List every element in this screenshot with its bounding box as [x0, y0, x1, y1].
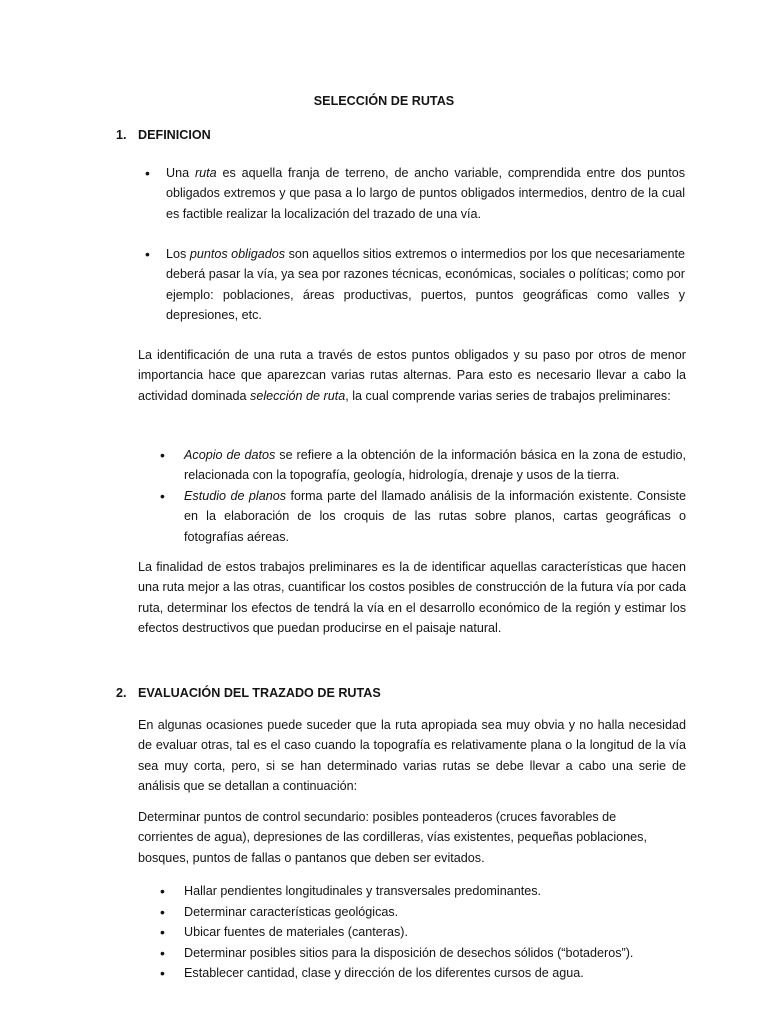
- bullet-icon: •: [160, 924, 165, 940]
- section-title: EVALUACIÓN DEL TRAZADO DE RUTAS: [138, 686, 381, 700]
- paragraph-control-secundario: Determinar puntos de control secundario: posibles ponteaderos (cruces favorables de corrientes de agua), depresiones de las cordilleras, vías existentes, pequeñas poblaciones, bosques, puntos de fallas o pantanos que deben ser evitados.: [138, 810, 647, 865]
- list-item-text: Determinar posibles sitios para la disposición de desechos sólidos (“botaderos”).: [184, 946, 634, 960]
- paragraph-finalidad: La finalidad de estos trabajos preliminares es la de identificar aquellas características que hacen una ruta mejor a las otras, cuantificar los costos posibles de construcción de la futura vía por cada ruta, determinar los efectos de tendrá la vía en el desarrollo económico de la región y estimar los efectos destructivos que puedan producirse en el paisaje natural.: [138, 560, 686, 635]
- bullet-icon: •: [160, 945, 165, 961]
- bullet-icon: •: [160, 447, 165, 463]
- list-item-text: Establecer cantidad, clase y dirección de los diferentes cursos de agua.: [184, 966, 584, 980]
- list-item-text: Determinar características geológicas.: [184, 905, 399, 919]
- list-item-text: Los puntos obligados son aquellos sitios extremos o intermedios por los que necesariamente deberá pasar la vía, ya sea por razones técnicas, económicas, sociales o políticas; como por ejemplo: poblaciones, áreas productivas, puertos, puntos geográficas como valles y depresiones, etc.: [166, 247, 685, 322]
- section-heading-evaluacion: [116, 683, 381, 703]
- page-title: SELECCIÓN DE RUTAS: [313, 94, 455, 108]
- section-number: 1.: [116, 128, 127, 142]
- bullet-icon: •: [160, 965, 165, 981]
- bullet-icon: •: [145, 246, 150, 262]
- list-item-text: Ubicar fuentes de materiales (canteras).: [184, 925, 408, 939]
- list-item-text: Una ruta es aquella franja de terreno, de ancho variable, comprendida entre dos puntos obligados extremos y que pasa a lo largo de puntos obligados intermedios, dentro de la cual es factible realizar la localización del trazado de una vía.: [166, 166, 685, 221]
- bullet-icon: •: [160, 904, 165, 920]
- section-number: 2.: [116, 686, 127, 700]
- list-item-text: Acopio de datos se refiere a la obtención de la información básica en la zona de estudio, relacionada con la topografía, geología, hidrología, drenaje y usos de la tierra.: [184, 448, 687, 483]
- list-item-text: Estudio de planos forma parte del llamado análisis de la información existente. Consiste en la elaboración de los croquis de las rutas sobre planos, cartas geográficas o fotografías aéreas.: [184, 489, 687, 544]
- bullet-icon: •: [160, 883, 165, 899]
- bullet-icon: •: [160, 488, 165, 504]
- section-title: DEFINICION: [138, 128, 211, 142]
- list-item-text: Hallar pendientes longitudinales y transversales predominantes.: [184, 884, 542, 898]
- paragraph-ocasiones: En algunas ocasiones puede suceder que la ruta apropiada sea muy obvia y no halla necesidad de evaluar otras, tal es el caso cuando la topografía es relativamente plana o la longitud de la vía sea muy corta, pero, si se han determinado varias rutas se debe llevar a cabo una serie de análisis que se detallan a continuación:: [138, 718, 686, 793]
- paragraph-identificacion: La identificación de una ruta a través de estos puntos obligados y su paso por otros de menor importancia hace que aparezcan varias rutas alternas. Para esto es necesario llevar a cabo la actividad dominada selección de ruta, la cual comprende varias series de trabajos preliminares:: [138, 348, 686, 403]
- bullet-icon: •: [145, 165, 150, 181]
- section-heading-definicion: [116, 125, 211, 145]
